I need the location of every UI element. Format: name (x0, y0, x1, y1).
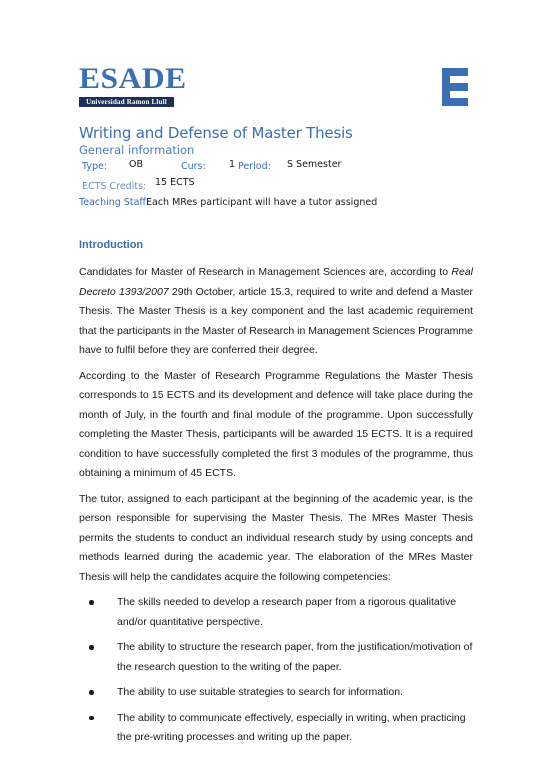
bullet-icon (89, 600, 94, 605)
esade-e-icon (442, 68, 468, 106)
esade-logo (79, 62, 187, 107)
period-label: Period: (238, 161, 271, 172)
paragraph-1: Candidates for Master of Research in Management Sciences are, according to Real Decreto 1393/2007 29th October, article 15.3, required to write and defend a Master Thesis. The Master Thesis is a key component and the last academic requirement that the participants in the Master of Research in Management Sciences Programme have to fulfil before they are conferred their degree. (79, 266, 473, 356)
type-label: Type: (82, 161, 108, 172)
curs-label: Curs: (181, 161, 206, 172)
teaching-staff-label: Teaching Staff: (79, 197, 150, 208)
list-item: The skills needed to develop a research paper from a rigorous qualitative and/or quantitative perspective. (79, 593, 473, 632)
paragraph-2: According to the Master of Research Programme Regulations the Master Thesis corresponds to 15 ECTS and its development and defence will take place during the month of July, in the fourth and final module of the programme. Upon successfully completing the Master Thesis, participants will be awarded 15 ECTS. It is a required condition to have successfully completed the first 3 modules of the programme, thus obtaining a minimum of 45 ECTS. (79, 369, 473, 479)
introduction-body (79, 263, 473, 754)
course-title: Writing and Defense of Master Thesis (79, 124, 353, 142)
period-value: S Semester (287, 159, 342, 170)
list-item: The ability to use suitable strategies to search for information. (79, 683, 473, 703)
type-value: OB (129, 159, 143, 170)
general-information-label: General information (79, 143, 195, 157)
logo-tagline: Universidad Ramon Llull (79, 97, 174, 107)
competencies-list (79, 593, 473, 748)
bullet-icon (89, 690, 94, 695)
bullet-icon (89, 716, 94, 721)
logo-wordmark: ESADE (79, 62, 187, 95)
paragraph-3: The tutor, assigned to each participant at the beginning of the academic year, is the person responsible for supervising the Master Thesis. The MRes Master Thesis permits the students to conduct an individual research study by using concepts and methods learned during the academic year. The elaboration of the MRes Master Thesis will help the candidates acquire the following competencies: (79, 492, 473, 583)
decree-reference: Real Decreto 1393/2007 (79, 266, 473, 298)
curs-value: 1 (229, 159, 236, 170)
ects-value: 15 ECTS (155, 177, 195, 188)
ects-label: ECTS Credits: (82, 181, 147, 192)
list-item: The ability to communicate effectively, especially in writing, when practicing the pre-writing processes and writing up the paper. (79, 709, 473, 748)
list-item: The ability to structure the research paper, from the justification/motivation of the research question to the writing of the paper. (79, 638, 473, 677)
introduction-heading: Introduction (79, 239, 144, 251)
bullet-icon (89, 645, 94, 650)
teaching-staff-value: Each MRes participant will have a tutor assigned (146, 197, 378, 208)
